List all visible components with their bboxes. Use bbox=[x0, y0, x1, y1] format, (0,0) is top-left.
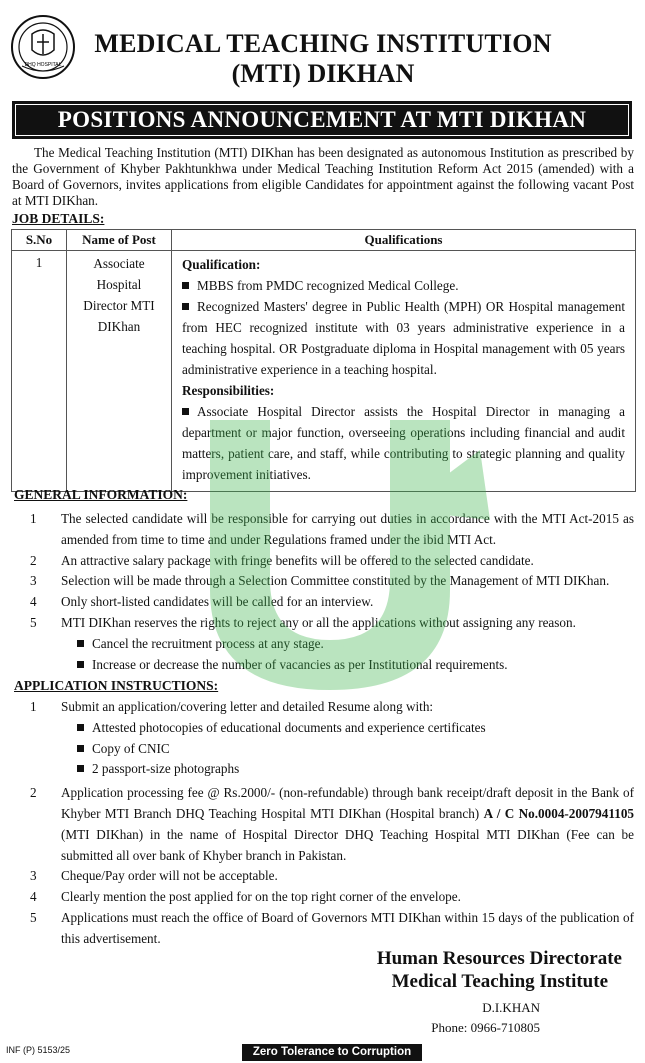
post-name-line: Director MTI bbox=[83, 298, 155, 313]
column-header-post: Name of Post bbox=[67, 230, 172, 251]
signature-block bbox=[300, 948, 630, 1038]
responsibility-item bbox=[182, 401, 625, 485]
list-item bbox=[14, 613, 634, 634]
intro-text: The Medical Teaching Institution (MTI) DIKhan has been designated as autonomous Institution as prescribed by the Government of Khyber Pakhtunkhwa under Medical Teaching Institution Reform Act 2015 (amended) with a Board of Governors, invites applications from eligible Candidates for appointment against the following vacant Post at MTI DIKhan. bbox=[12, 145, 634, 208]
responsibilities-heading: Responsibilities: bbox=[182, 383, 275, 398]
signature-phone: Phone: 0966-710805 bbox=[431, 1020, 540, 1035]
list-item bbox=[14, 571, 634, 592]
sub-item-text: 2 passport-size photographs bbox=[92, 761, 240, 777]
banner-text: POSITIONS ANNOUNCEMENT AT MTI DIKHAN bbox=[57, 107, 587, 132]
bullet-square-icon bbox=[77, 661, 84, 668]
responsibility-text: Associate Hospital Director assists the Hospital Director in managing a department or major function, overseeing operations including financial and audit matters, patient care, and staff, while contributing to strategic planning and quality improvement initiatives. bbox=[182, 404, 625, 482]
list-item bbox=[14, 887, 634, 908]
row-sno: 1 bbox=[12, 251, 67, 492]
job-details-table bbox=[11, 229, 636, 492]
item-number: 1 bbox=[30, 699, 37, 714]
sub-list-item bbox=[77, 718, 634, 739]
bullet-square-icon bbox=[182, 282, 189, 289]
fee-text-after: (MTI DIKhan) in the name of Hospital Director DHQ Teaching Hospital MTI DIKhan (Fee can be submitted all over bank of Khyber branch in Pakistan. bbox=[61, 826, 634, 863]
item-number: 3 bbox=[30, 868, 37, 884]
item-number: 3 bbox=[30, 573, 37, 589]
list-item bbox=[14, 551, 634, 572]
list-item bbox=[14, 866, 634, 887]
application-instructions-heading: APPLICATION INSTRUCTIONS: bbox=[14, 678, 219, 693]
bullet-square-icon bbox=[77, 724, 84, 731]
item-text: Clearly mention the post applied for on the top right corner of the envelope. bbox=[61, 889, 461, 905]
list-item bbox=[14, 783, 634, 866]
post-name-line: Hospital bbox=[96, 277, 142, 292]
sub-list-item bbox=[77, 634, 634, 655]
signature-city: D.I.KHAN bbox=[482, 1000, 540, 1015]
table-row bbox=[12, 251, 636, 492]
list-item bbox=[14, 509, 634, 551]
logo-caption: DHQ HOSPITAL bbox=[24, 62, 62, 68]
signature-institute: Medical Teaching Institute bbox=[391, 971, 608, 992]
intro-paragraph bbox=[12, 145, 634, 209]
announcement-banner bbox=[12, 101, 632, 139]
institution-logo-icon bbox=[10, 14, 76, 80]
general-info-heading: GENERAL INFORMATION: bbox=[14, 487, 188, 502]
institution-subtitle: (MTI) DIKHAN bbox=[231, 59, 415, 88]
list-item bbox=[14, 908, 634, 950]
bullet-square-icon bbox=[77, 765, 84, 772]
bullet-square-icon bbox=[77, 745, 84, 752]
item-number: 2 bbox=[30, 552, 37, 568]
general-info-list bbox=[14, 509, 634, 675]
item-text: MTI DIKhan reserves the rights to reject any or all the applications without assigning any reason. bbox=[61, 614, 576, 630]
institution-title: MEDICAL TEACHING INSTITUTION bbox=[94, 29, 552, 58]
job-details-heading: JOB DETAILS: bbox=[12, 211, 105, 226]
item-number: 4 bbox=[30, 594, 37, 610]
post-name-line: DIKhan bbox=[97, 319, 141, 334]
bullet-square-icon bbox=[182, 303, 189, 310]
sub-list-item bbox=[77, 739, 634, 760]
column-header-qualifications: Qualifications bbox=[172, 230, 636, 251]
post-name-line: Associate bbox=[93, 256, 145, 271]
list-item bbox=[14, 592, 634, 613]
sub-list-item bbox=[77, 655, 634, 676]
item-text: Only short-listed candidates will be called for an interview. bbox=[61, 594, 374, 610]
item-text: An attractive salary package with fringe benefits will be offered to the selected candidate. bbox=[61, 552, 534, 568]
row-post-name bbox=[67, 251, 172, 492]
qualification-text: Recognized Masters' degree in Public Health (MPH) OR Hospital management from HEC recognized institute with 03 years administrative experience in a teaching hospital. OR Postgraduate diploma in Hospital management with 05 years administrative experience in a teaching hospital. bbox=[182, 299, 625, 377]
item-text: Submit an application/covering letter and detailed Resume along with: bbox=[61, 699, 434, 714]
item-text: Applications must reach the office of Board of Governors MTI DIKhan within 15 days of the publication of this advertisement. bbox=[61, 909, 634, 946]
qualification-item bbox=[182, 296, 625, 380]
item-number: 5 bbox=[30, 614, 37, 630]
fee-text: Application processing fee @ Rs.2000/- (non-refundable) through bank receipt/draft deposit in the Bank of Khyber MTI Branch DHQ Teaching Hospital MTI DIKhan (Hospital branch) bbox=[61, 785, 634, 821]
item-text: Selection will be made through a Selection Committee constituted by the Management of MTI DIKhan. bbox=[61, 573, 610, 589]
item-text: Cheque/Pay order will not be acceptable. bbox=[61, 868, 278, 884]
qualification-text: MBBS from PMDC recognized Medical College. bbox=[197, 278, 459, 293]
qualification-item bbox=[182, 275, 625, 296]
zero-tolerance-slogan: Zero Tolerance to Corruption bbox=[242, 1044, 422, 1061]
list-item bbox=[14, 697, 634, 718]
qualification-heading: Qualification: bbox=[182, 257, 261, 272]
application-instructions-list bbox=[14, 697, 634, 950]
sub-item-text: Increase or decrease the number of vacancies as per Institutional requirements. bbox=[92, 656, 508, 672]
bullet-square-icon bbox=[77, 640, 84, 647]
item-number: 5 bbox=[30, 909, 37, 925]
row-qualifications bbox=[172, 251, 636, 492]
sub-item-text: Cancel the recruitment process at any stage. bbox=[92, 635, 324, 651]
column-header-sno: S.No bbox=[12, 230, 67, 251]
item-number: 2 bbox=[30, 785, 37, 801]
item-text bbox=[61, 783, 634, 866]
bullet-square-icon bbox=[182, 408, 189, 415]
account-number: A / C No.0004-2007941105 bbox=[483, 805, 635, 821]
inf-reference: INF (P) 5153/25 bbox=[6, 1045, 71, 1055]
sub-item-text: Copy of CNIC bbox=[92, 740, 170, 756]
item-text: The selected candidate will be responsible for carrying out duties in accordance with the MTI Act-2015 as amended from time to time and under Regulations framed under the ibid MTI Act. bbox=[61, 511, 634, 547]
item-number: 4 bbox=[30, 889, 37, 905]
sub-item-text: Attested photocopies of educational documents and experience certificates bbox=[92, 719, 486, 735]
item-number: 1 bbox=[30, 511, 37, 526]
signature-department: Human Resources Directorate bbox=[376, 948, 622, 969]
sub-list-item bbox=[77, 759, 634, 780]
table-header-row bbox=[12, 230, 636, 251]
